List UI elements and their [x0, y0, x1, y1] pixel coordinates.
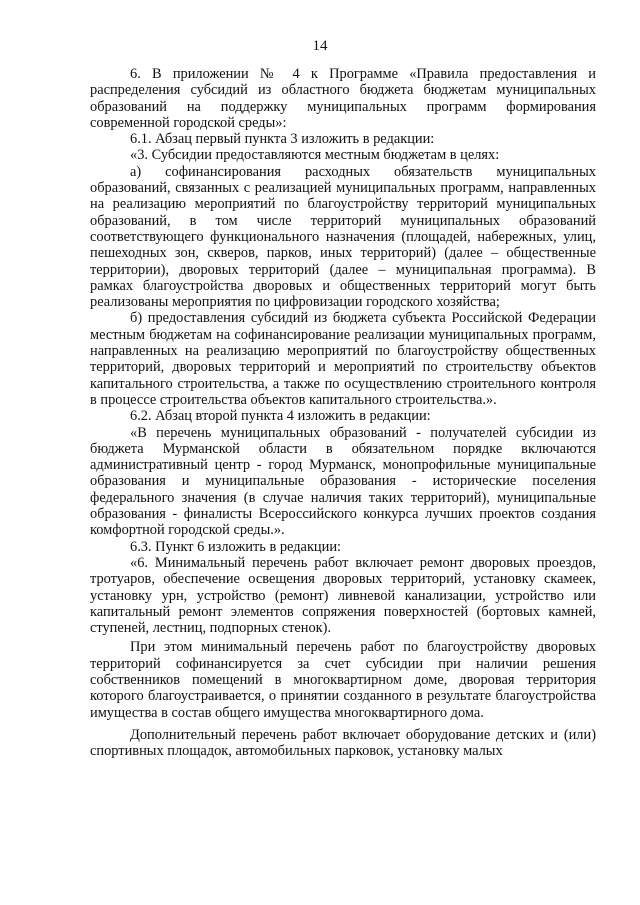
- document-body: [90, 66, 596, 759]
- paragraph-4-second: «В перечень муниципальных образований - получателей субсидии из бюджета Мурманской области в обязательном порядке включаются административный центр - город Мурманск, монопрофильные муниципальные образования и муниципальные образования - исторические поселения федерального значения (в случае наличия таких территорий), муниципальные образования - финалисты Всероссийского конкурса лучших проектов создания комфортной городской среды.».: [90, 424, 596, 539]
- paragraph-6-3-heading: 6.3. Пункт 6 изложить в редакции:: [130, 538, 342, 555]
- paragraph-minimum-works: При этом минимальный перечень работ по благоустройству дворовых территорий софинансируется за счет субсидии при наличии решения собственников помещений в многоквартирном доме, дворовая территория которого благоустраивается, о принятии созданного в результате благоустройства имущества в состав общего имущества многоквартирного дома.: [90, 639, 596, 721]
- paragraph-6-2-heading: 6.2. Абзац второй пункта 4 изложить в редакции:: [130, 408, 431, 425]
- paragraph-3-intro: «3. Субсидии предоставляются местным бюджетам в целях:: [130, 147, 500, 164]
- page-number: 14: [312, 38, 328, 54]
- paragraph-6-1-heading: 6.1. Абзац первый пункта 3 изложить в редакции:: [130, 131, 435, 148]
- paragraph-3-b: б) предоставления субсидий из бюджета субъекта Российской Федерации местным бюджетам на софинансирование реализации муниципальных программ, направленных на реализацию мероприятий по благоустройству общественных территорий, дворовых территорий и мероприятий по строительству объектов капитального строительства, а также по осуществлению строительного контроля в процессе строительства объектов капитального строительства.».: [90, 310, 596, 408]
- paragraph-additional-works: Дополнительный перечень работ включает оборудование детских и (или) спортивных площадок, автомобильных парковок, установку малых: [90, 726, 596, 760]
- paragraph-6: 6. В приложении № 4 к Программе «Правила предоставления и распределения субсидий из областного бюджета бюджетам муниципальных образований на поддержку муниципальных программ формирования современной городской среды»:: [90, 66, 596, 131]
- paragraph-item-6: «6. Минимальный перечень работ включает ремонт дворовых проездов, тротуаров, обеспечение освещения дворовых территорий, установку скамеек, установку урн, устройство (ремонт) ливневой канализации, устройство или капитальный ремонт элементов сопряжения поверхностей (бортовых камней, ступеней, лестниц, подпорных стенок).: [90, 554, 596, 637]
- paragraph-3-a: а) софинансирования расходных обязательств муниципальных образований, связанных с реализацией муниципальных программ, направленных на реализацию мероприятий по благоустройству территорий муниципальных образований, в том числе территорий муниципальных образований соответствующего функционального назначения (площадей, набережных, улиц, пешеходных зон, скверов, парков, иных территорий) (далее – общественные территории), дворовых территорий (далее – муниципальная программа). В рамках благоустройства дворовых и общественных территорий могут быть реализованы мероприятия по цифровизации городского хозяйства;: [90, 163, 596, 311]
